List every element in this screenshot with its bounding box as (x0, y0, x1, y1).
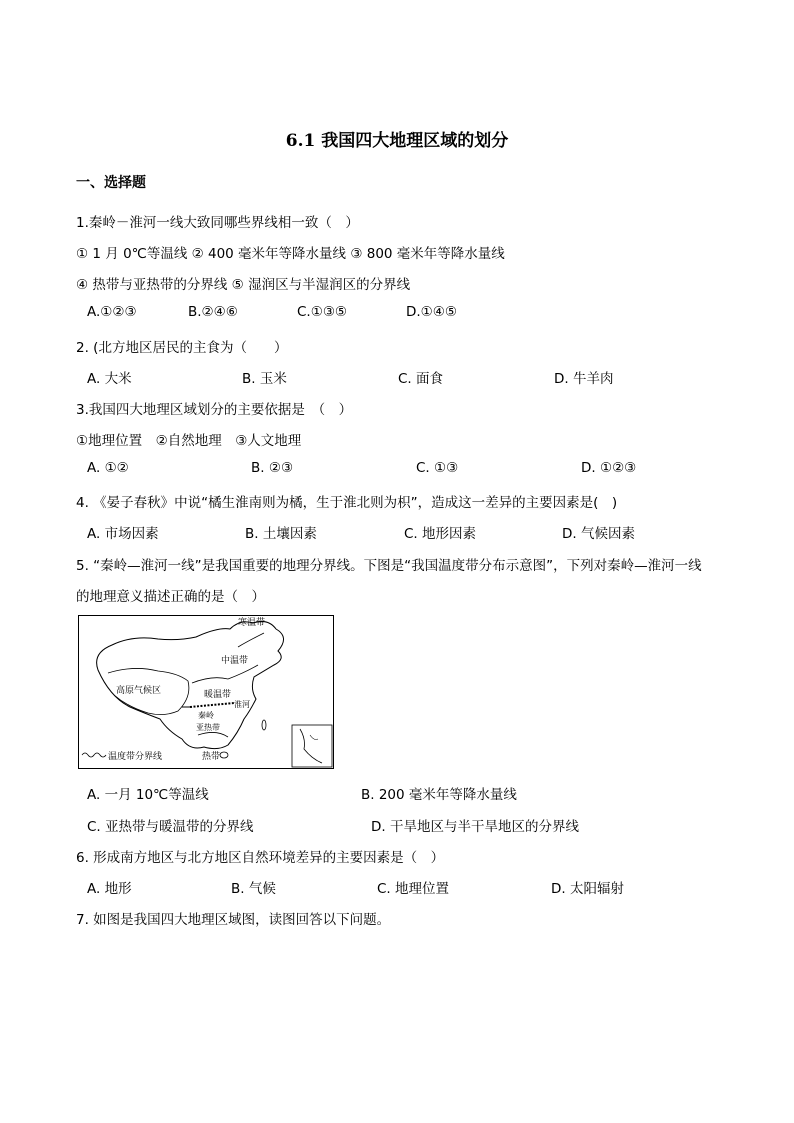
q1-stem-line2: ① 1 月 0℃等温线 ② 400 毫米年等降水量线 ③ 800 毫米年等降水量线 (76, 246, 505, 262)
q6-option-b[interactable]: B. 气候 (231, 881, 276, 897)
q6-option-d[interactable]: D. 太阳辐射 (551, 881, 624, 897)
q6-stem: 6. 形成南方地区与北方地区自然环境差异的主要因素是（ ） (76, 850, 445, 866)
map-legend-label: 温度带分界线 (108, 752, 163, 762)
q3-stem-line2: ①地理位置 ②自然地理 ③人文地理 (76, 433, 302, 449)
q5-option-b[interactable]: B. 200 毫米年等降水量线 (361, 787, 517, 803)
q5-option-c[interactable]: C. 亚热带与暖温带的分界线 (87, 819, 254, 835)
q6-option-c[interactable]: C. 地理位置 (377, 881, 450, 897)
page-title: 6.1 我国四大地理区域的划分 (285, 131, 509, 151)
map-label-cold: 寒温带 (238, 618, 266, 628)
q4-stem: 4. 《晏子春秋》中说“橘生淮南则为橘，生于淮北则为枳”，造成这一差异的主要因素是( ) (76, 495, 618, 511)
section-heading: 一、选择题 (76, 175, 146, 191)
temperature-zone-map (78, 615, 334, 769)
q4-option-b[interactable]: B. 土壤因素 (245, 526, 317, 542)
q5-stem: 5. “秦岭—淮河一线”是我国重要的地理分界线。下图是“我国温度带分布示意图”，下列对秦岭—淮河一线 (76, 558, 702, 574)
q4-option-c[interactable]: C. 地形因素 (404, 526, 477, 542)
q3-option-b[interactable]: B. ②③ (251, 460, 294, 476)
q4-option-d[interactable]: D. 气候因素 (562, 526, 635, 542)
q1-option-a[interactable]: A.①②③ (87, 304, 137, 320)
q3-option-d[interactable]: D. ①②③ (581, 460, 637, 476)
map-label-tropical: 热带 (202, 752, 221, 762)
q4-option-a[interactable]: A. 市场因素 (87, 526, 159, 542)
q2-option-a[interactable]: A. 大米 (87, 371, 132, 387)
q5-option-d[interactable]: D. 干旱地区与半干旱地区的分界线 (371, 819, 579, 835)
q5-option-a[interactable]: A. 一月 10℃等温线 (87, 787, 209, 803)
q3-stem: 3.我国四大地理区域划分的主要依据是 （ ） (76, 402, 353, 418)
map-label-qinling: 秦岭 (198, 711, 214, 720)
q2-option-b[interactable]: B. 玉米 (242, 371, 287, 387)
q3-option-c[interactable]: C. ①③ (416, 460, 459, 476)
q1-option-c[interactable]: C.①③⑤ (297, 304, 348, 320)
q7-stem: 7. 如图是我国四大地理区域图，读图回答以下问题。 (76, 912, 391, 928)
q1-option-b[interactable]: B.②④⑥ (188, 304, 238, 320)
map-label-middle: 中温带 (221, 656, 249, 666)
q1-stem-line3: ④ 热带与亚热带的分界线 ⑤ 湿润区与半湿润区的分界线 (76, 277, 411, 293)
q6-option-a[interactable]: A. 地形 (87, 881, 132, 897)
q5-stem-line2: 的地理意义描述正确的是（ ） (76, 589, 265, 605)
map-label-plateau: 高原气候区 (116, 686, 162, 696)
q1-option-d[interactable]: D.①④⑤ (406, 304, 457, 320)
q3-option-a[interactable]: A. ①② (87, 460, 129, 476)
map-label-huaihe: 淮河 (234, 700, 250, 709)
q2-option-d[interactable]: D. 牛羊肉 (554, 371, 614, 387)
q2-stem: 2. (北方地区居民的主食为（ ） (76, 340, 288, 356)
q2-option-c[interactable]: C. 面食 (398, 371, 444, 387)
map-label-warm: 暖温带 (204, 690, 232, 700)
q1-stem: 1.秦岭－淮河一线大致同哪些界线相一致（ ） (76, 215, 359, 231)
map-label-subtropical: 亚热带 (196, 723, 220, 732)
